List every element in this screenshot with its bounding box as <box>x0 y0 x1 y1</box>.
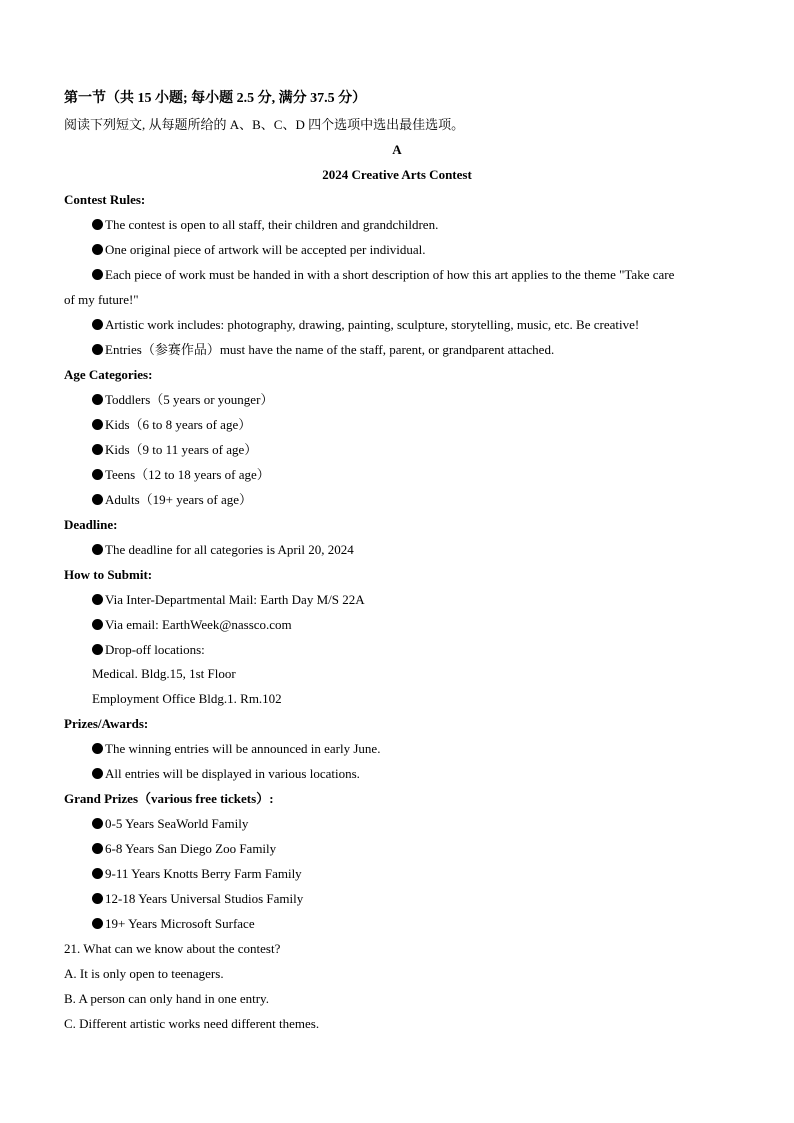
list-item: Entries（参赛作品）must have the name of the staff, parent, or grandparent attached. <box>92 342 724 358</box>
list-item: All entries will be displayed in various locations. <box>92 766 724 782</box>
section-instruction: 阅读下列短文, 从每题所给的 A、B、C、D 四个选项中选出最佳选项。 <box>64 117 465 132</box>
list-item: 0-5 Years SeaWorld Family <box>92 816 724 832</box>
list-item: Artistic work includes: photography, drawing, painting, sculpture, storytelling, music, etc. Be creative! <box>92 317 724 333</box>
list-item: Via email: EarthWeek@nassco.com <box>92 617 724 633</box>
passage-title: 2024 Creative Arts Contest <box>322 167 472 182</box>
list-item: The contest is open to all staff, their children and grandchildren. <box>92 217 724 233</box>
bullet-icon <box>92 544 103 555</box>
list-item: Each piece of work must be handed in with a short description of how this art applies to the theme "Take care <box>92 267 724 283</box>
list-item: 9-11 Years Knotts Berry Farm Family <box>92 866 724 882</box>
list-item: 19+ Years Microsoft Surface <box>92 916 724 932</box>
prizes-heading: Prizes/Awards: <box>64 716 149 731</box>
bullet-icon <box>92 868 103 879</box>
bullet-icon <box>92 319 103 330</box>
list-item-continuation: of my future!" <box>64 292 139 307</box>
bullet-icon <box>92 494 103 505</box>
answer-option-a: A. It is only open to teenagers. <box>64 966 224 981</box>
bullet-icon <box>92 893 103 904</box>
list-item: 6-8 Years San Diego Zoo Family <box>92 841 724 857</box>
list-item: Toddlers（5 years or younger） <box>92 392 724 408</box>
answer-option-b: B. A person can only hand in one entry. <box>64 991 269 1006</box>
list-item: Teens（12 to 18 years of age） <box>92 467 724 483</box>
question-stem: 21. What can we know about the contest? <box>64 941 281 956</box>
bullet-icon <box>92 394 103 405</box>
deadline-heading: Deadline: <box>64 517 118 532</box>
bullet-icon <box>92 743 103 754</box>
list-item: Kids（9 to 11 years of age） <box>92 442 724 458</box>
rules-heading: Contest Rules: <box>64 192 146 207</box>
answer-option-c: C. Different artistic works need different themes. <box>64 1016 320 1031</box>
list-item: The winning entries will be announced in early June. <box>92 741 724 757</box>
bullet-icon <box>92 444 103 455</box>
list-item: Adults（19+ years of age） <box>92 492 724 508</box>
bullet-icon <box>92 918 103 929</box>
bullet-icon <box>92 594 103 605</box>
passage-letter: A <box>392 142 402 157</box>
bullet-icon <box>92 344 103 355</box>
dropoff-location: Medical. Bldg.15, 1st Floor <box>92 666 236 681</box>
submit-heading: How to Submit: <box>64 567 153 582</box>
list-item: 12-18 Years Universal Studios Family <box>92 891 724 907</box>
grand-prizes-heading: Grand Prizes（various free tickets）: <box>64 791 274 806</box>
bullet-icon <box>92 244 103 255</box>
list-item: The deadline for all categories is April 20, 2024 <box>92 542 724 558</box>
bullet-icon <box>92 469 103 480</box>
bullet-icon <box>92 768 103 779</box>
dropoff-location: Employment Office Bldg.1. Rm.102 <box>92 691 282 706</box>
list-item: One original piece of artwork will be accepted per individual. <box>92 242 724 258</box>
bullet-icon <box>92 843 103 854</box>
list-item: Drop-off locations: <box>92 642 724 658</box>
bullet-icon <box>92 644 103 655</box>
bullet-icon <box>92 419 103 430</box>
section-heading: 第一节（共 15 小题; 每小题 2.5 分, 满分 37.5 分） <box>64 91 367 106</box>
bullet-icon <box>92 619 103 630</box>
age-heading: Age Categories: <box>64 367 153 382</box>
list-item: Via Inter-Departmental Mail: Earth Day M/S 22A <box>92 592 724 608</box>
list-item: Kids（6 to 8 years of age） <box>92 417 724 433</box>
bullet-icon <box>92 219 103 230</box>
bullet-icon <box>92 269 103 280</box>
bullet-icon <box>92 818 103 829</box>
